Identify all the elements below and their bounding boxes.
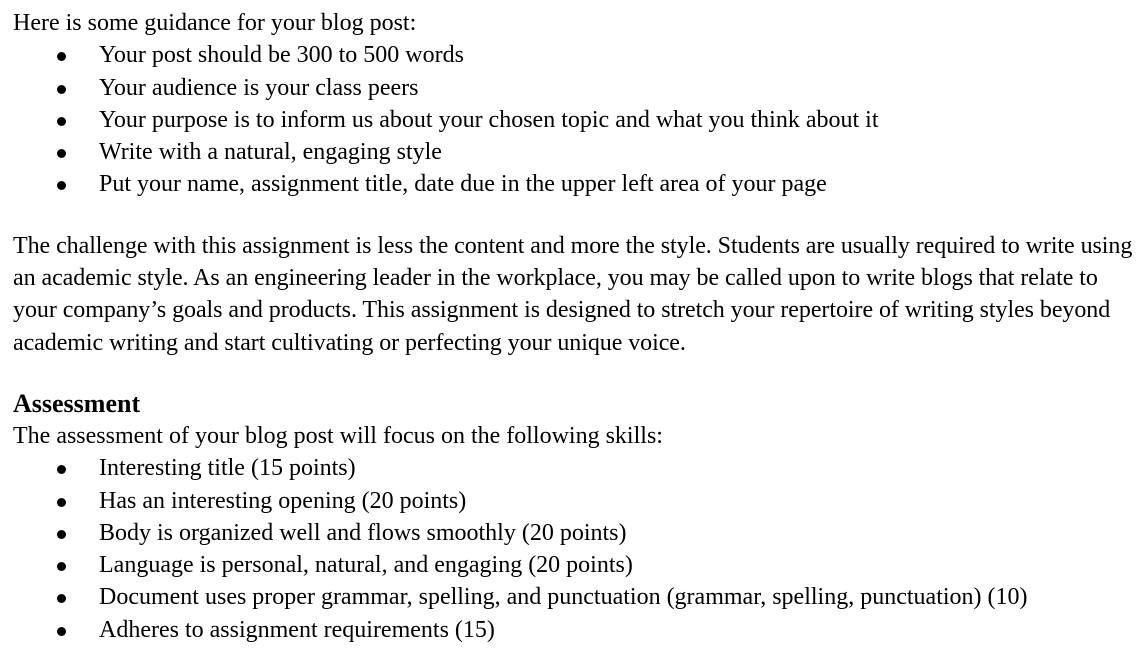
- assessment-item-text: Interesting title (15 points): [99, 455, 356, 482]
- bullet-icon: [57, 52, 66, 61]
- assessment-heading: Assessment: [13, 388, 141, 418]
- assessment-item-text: Has an interesting opening (20 points): [99, 487, 467, 514]
- bullet-icon: [57, 181, 66, 190]
- challenge-paragraph: The challenge with this assignment is less the content and more the style. Students are usually required to write using an academic style. As an engineering leader in the workplace, you may be called upon to write blogs that relate to your company’s goals and products. This assignment is designed to stretch your repertoire of writing styles beyond academic writing and start cultivating or perfecting your unique voice.: [13, 232, 1133, 356]
- guidance-item-text: Your purpose is to inform us about your chosen topic and what you think about it: [99, 106, 879, 133]
- guidance-item: [13, 72, 1126, 104]
- assessment-item: [13, 452, 1126, 484]
- assessment-list: [13, 452, 1126, 646]
- guidance-item: [13, 168, 1126, 200]
- guidance-item: [13, 136, 1126, 168]
- assessment-item: [13, 517, 1126, 549]
- assessment-item: [13, 581, 1126, 613]
- bullet-icon: [57, 627, 66, 636]
- guidance-item-text: Put your name, assignment title, date due in the upper left area of your page: [99, 171, 827, 198]
- bullet-icon: [57, 594, 66, 603]
- assessment-item-text: Body is organized well and flows smoothly (20 points): [99, 519, 627, 546]
- bullet-icon: [57, 465, 66, 474]
- assessment-item-text: Language is personal, natural, and engaging (20 points): [99, 552, 633, 579]
- guidance-item-text: Your audience is your class peers: [99, 74, 419, 101]
- guidance-list: [13, 39, 1126, 200]
- guidance-item-text: Your post should be 300 to 500 words: [99, 42, 464, 69]
- assessment-item-text: Adheres to assignment requirements (15): [99, 616, 495, 643]
- assessment-item: [13, 549, 1126, 581]
- guidance-item-text: Write with a natural, engaging style: [99, 139, 442, 166]
- assessment-intro: The assessment of your blog post will focus on the following skills:: [13, 422, 663, 449]
- bullet-icon: [57, 562, 66, 571]
- bullet-icon: [57, 530, 66, 539]
- guidance-intro: Here is some guidance for your blog post:: [13, 10, 417, 36]
- assessment-item: [13, 614, 1126, 646]
- bullet-icon: [57, 498, 66, 507]
- bullet-icon: [57, 149, 66, 158]
- guidance-item: [13, 39, 1126, 71]
- assessment-item-text: Document uses proper grammar, spelling, and punctuation (grammar, spelling, punctuation) (10): [99, 584, 1028, 611]
- bullet-icon: [57, 85, 66, 94]
- guidance-item: [13, 104, 1126, 136]
- bullet-icon: [57, 117, 66, 126]
- assessment-item: [13, 485, 1126, 517]
